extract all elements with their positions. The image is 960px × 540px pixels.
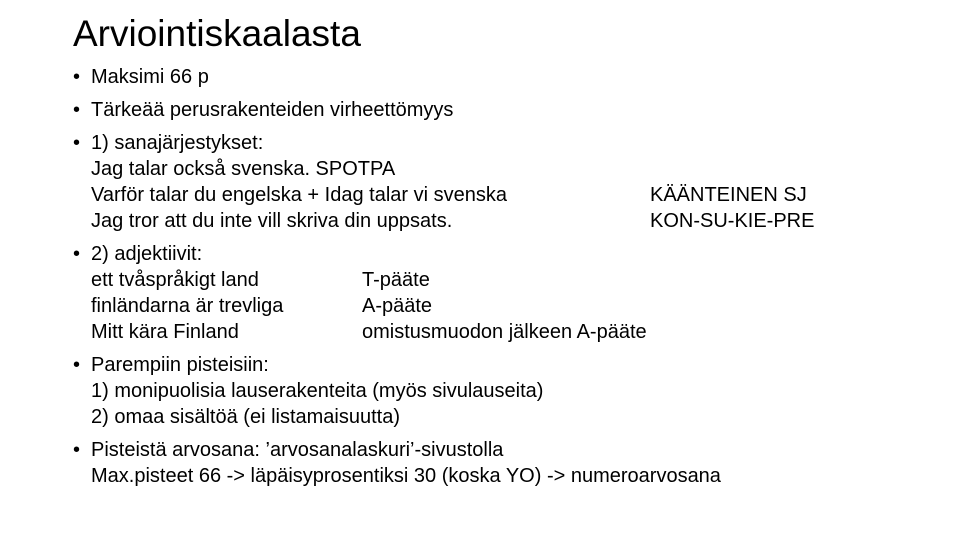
example-note: omistusmuodon jälkeen A-pääte [362,321,647,343]
slide-title: Arviointiskaalasta [73,13,361,54]
example-sentence: Jag tror att du inte vill skriva din uppsats. [91,210,453,232]
example-note: T-pääte [362,269,430,291]
bullet-adjectives [73,241,933,345]
example-row [91,267,933,293]
bullet-dot-icon: • [73,439,81,461]
bullet-better-points [73,352,933,430]
bullet-text: Pisteistä arvosana: ’arvosanalaskuri’-sivustolla [91,439,504,461]
bullet-dot-icon: • [73,132,81,154]
example-note: A-pääte [362,295,433,317]
example-row [91,182,933,208]
example-note: KÄÄNTEINEN SJ [650,184,807,206]
bullet-max-points [73,64,933,90]
example-phrase: Mitt kära Finland [91,321,239,343]
sub-line: Max.pisteet 66 -> läpäisyprosentiksi 30 (koska YO) -> numeroarvosana [91,465,721,487]
bullet-list [73,64,933,496]
sub-line: 1) monipuolisia lauserakenteita (myös sivulauseita) [91,380,544,402]
bullet-text: Maksimi 66 p [91,66,209,88]
example-phrase: ett tvåspråkigt land [91,269,259,291]
example-note: KON-SU-KIE-PRE [650,210,815,232]
bullet-dot-icon: • [73,243,81,265]
bullet-text: Tärkeää perusrakenteiden virheettömyys [91,99,454,121]
example-phrase: finländarna är trevliga [91,295,284,317]
example-row [91,319,933,345]
bullet-dot-icon: • [73,99,81,121]
bullet-text: 2) adjektiivit: [91,243,203,265]
sub-line: 2) omaa sisältöä (ei listamaisuutta) [91,406,401,428]
bullet-dot-icon: • [73,354,81,376]
bullet-text: 1) sanajärjestykset: [91,132,264,154]
example-row [91,156,933,182]
bullet-dot-icon: • [73,66,81,88]
bullet-basic-structures [73,97,933,123]
bullet-grade-from-points [73,437,933,489]
example-row [91,208,933,234]
example-sentence: Jag talar också svenska. SPOTPA [91,158,396,180]
bullet-word-order [73,130,933,234]
example-row [91,293,933,319]
bullet-text: Parempiin pisteisiin: [91,354,269,376]
example-sentence: Varför talar du engelska + Idag talar vi svenska [91,184,507,206]
